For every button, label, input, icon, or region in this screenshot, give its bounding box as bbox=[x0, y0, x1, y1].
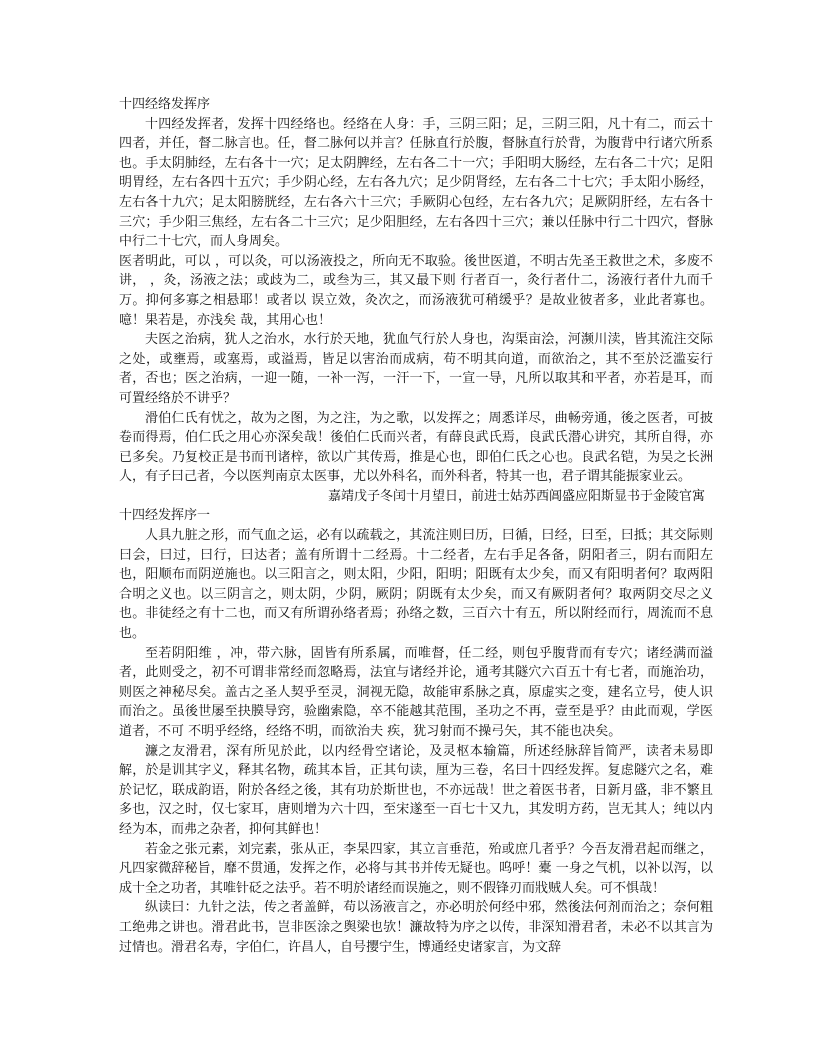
preface-paragraph-4: 滑伯仁氏有忧之，故为之图，为之注，为之歌，以发挥之；周悉详尽，曲畅旁通，後之医者，可披卷而得焉，伯仁氏之用心亦深矣哉！後伯仁氏而兴者，有薛良武氏焉，良武氏潜心讲究，其所自得，亦已多矣。乃复校正是书而刊诸梓，欲以广其传焉，推是心也，即伯仁氏之心也。良武名铠，为吴之长洲人，有子曰己者，今以医判南京太医事，尤以外科名，而外科者，特其一也，君子谓其能振家业云。 bbox=[119, 410, 713, 485]
preface-one-paragraph-2: 至若阴阳维 ，冲，带六脉，固皆有所系属，而唯督，任二经，则包乎腹背而有专穴；诸经满而溢者，此则受之，初不可谓非常经而忽略焉，法宜与诸经并论，通考其隧穴六百五十有七者，而施治功，则医之神秘尽矣。盖古之圣人契乎至灵，洞视无隐，故能审系脉之真，原虚实之变，建名立号，使人识而治之。虽後世屡至抉膜导窍，验幽索隐，卒不能越其范围，圣功之不再，壹至是乎？由此而观，学医道者，不可 不明乎经络，经络不明，而欲治夫 疾，犹习射而不操弓矢，其不能也决矣。 bbox=[119, 645, 713, 739]
preface-one-title: 十四经发挥序一 bbox=[119, 508, 211, 524]
document-page bbox=[119, 95, 713, 957]
preface-one-paragraph-1: 人具九脏之形，而气血之运，必有以疏载之，其流注则曰历，曰循，曰经，曰至，曰抵；其交际则曰会，曰过，曰行，曰达者；盖有所谓十二经焉。十二经者，左右手足各备，阴阳者三，阴右而阳左也，阳顺布而阴逆施也。以三阳言之，则太阳，少阳，阳明；阳既有太少矣，而又有阳明者何？取两阳合明之义也。以三阴言之，则太阴，少阴，厥阴；阴既有太少矣，而又有厥阴者何？取两阴交尽之义也。非徒经之有十二也，而又有所谓孙络者焉；孙络之数，三百六十有五，所以附经而行，周流而不息也。 bbox=[119, 528, 713, 642]
preface-paragraph-1: 十四经发挥者，发挥十四经络也。经络在人身：手，三阴三阳；足，三阴三阳，凡十有二，而云十四者，并任，督二脉言也。任，督二脉何以并言？任脉直行於腹，督脉直行於背，为腹背中行诸穴所系也。手太阴肺经，左右各十一穴；足太阴脾经，左右各二十一穴；手阳明大肠经，左右各二十穴；足阳明胃经，左右各四十五穴；手少阴心经，左右各九穴；足少阴肾经，左右各二十七穴；手太阳小肠经，左右各十九穴；足太阳膀胱经，左右各六十三穴；手厥阴心包经，左右各九穴；足厥阴肝经，左右各十三穴；手少阳三焦经，左右各二十三穴；足少阳胆经，左右各四十三穴；兼以任脉中行二十四穴，督脉中行二十七穴，而人身周矣。 bbox=[119, 116, 713, 250]
preface-paragraph-2: 医者明此，可以 ，可以灸，可以汤液投之，所向无不取验。後世医道，不明古先圣王救世之术，多废不讲， ，灸，汤液之法；或歧为二，或叁为三，其又最下则 行者百一，灸行者什二，汤液行者什九而千万。抑何多寡之相悬耶！或者以 误立效，灸次之，而汤液犹可稍缓乎？是故业彼者多，业此者寡也。噫！果若是，亦浅矣 哉，其用心也！ bbox=[119, 253, 713, 328]
preface-one-paragraph-3: 濂之友滑君，深有所见於此，以内经骨空诸论，及灵枢本输篇，所述经脉辞旨简严，读者未易即解，於是训其字义，释其名物，疏其本旨，正其句读，厘为三卷，名曰十四经发挥。复虑隧穴之名，难於记忆，联成韵语，附於各经之後，其有功於斯世也，不亦远哉！世之着医书者，日新月盛，非不繁且多也，汉之时，仅七家耳，唐则增为六十四，至宋遂至一百七十又九，其发明方药，岂无其人；纯以内经为本，而弗之杂者，抑何其鲜也！ bbox=[119, 743, 713, 837]
preface-title: 十四经络发挥序 bbox=[119, 97, 211, 112]
preface-one-paragraph-4: 若金之张元素，刘完素，张从正，李杲四家，其立言垂范，殆或庶几者乎？今吾友滑君起而继之，凡四家微辞秘旨，靡不贯通，发挥之作，必将与其书并传无疑也。呜呼！橐 一身之气机，以补以泻，以成十全之功者，其唯针砭之法乎。若不明於诸经而误施之，则不假锋刃而戕贼人矣。可不惧哉！ bbox=[119, 841, 713, 896]
preface-signature: 嘉靖戊子冬闰十月望日，前进士姑苏西阊盛应阳斯显书于金陵官寓 bbox=[327, 488, 705, 504]
preface-one-paragraph-5: 纵读曰：九针之法，传之者盖鲜，苟以汤液言之，亦必明於何经中邪，然後法何剂而治之；奈何粗工绝弗之讲也。滑君此书，岂非医涂之舆梁也欤！濂故特为序之以传，非深知滑君者，未必不以其言为过情也。滑君名寿，字伯仁，许昌人，自号撄宁生，博通经史诸家言，为文辞 bbox=[119, 900, 713, 955]
preface-paragraph-3: 夫医之治病，犹人之治水，水行於天地，犹血气行於人身也，沟渠亩浍，河濒川渎，皆其流注交际之处，或壅焉，或塞焉，或溢焉，皆足以害治而成病，苟不明其向道，而欲治之，其不至於泛滥妄行者，否也；医之治病，一迎一随，一补一泻，一汗一下，一宣一导，凡所以取其和平者，亦若是耳，而可置经络於不讲乎？ bbox=[119, 332, 713, 406]
